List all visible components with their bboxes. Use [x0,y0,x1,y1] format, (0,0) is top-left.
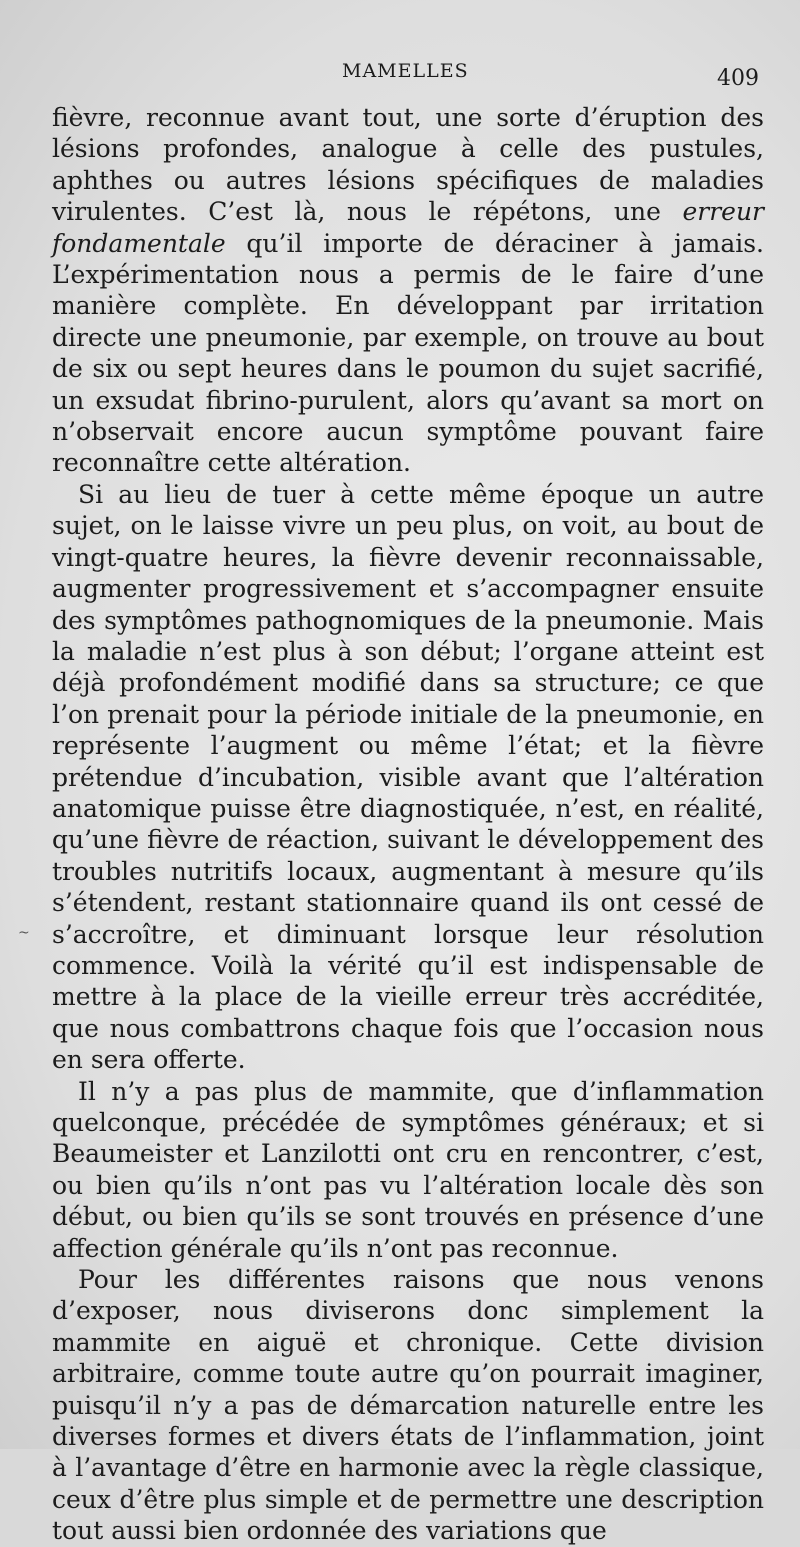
paragraph [52,102,764,479]
text-segment: fièvre, reconnue avant tout, une sorte d’éruption des lésions profondes, analogue à celle des pustules, aphthes ou autres lésions spécifiques de maladies virulentes. C’est là, nous le répétons, une [52,103,764,227]
text-segment: qu’il importe de déraciner à jamais. L’expérimentation nous a permis de le faire d’une manière complète. En développant par irritation directe une pneumonie, par exemple, on trouve au bout de six ou sept heures dans le poumon du sujet sacrifié, un exsudat fibrino-purulent, alors qu’avant sa mort on n’observait encore aucun symptôme pouvant faire reconnaître cette altération. [52,228,764,478]
paragraph [52,1264,764,1547]
page-header [0,58,800,98]
page-number: 409 [717,66,759,91]
text-segment: Pour les différentes raisons que nous venons d’exposer, nous diviserons donc simplement la mammite en aiguë et chronique. Cette division arbitraire, comme toute autre qu’on pourrait imaginer, puisqu’il n’y a pas de démarcation naturelle entre les diverses formes et divers états de l’inflammation, joint à l’avantage d’être en harmonie avec la règle classique, ceux d’être plus simple et de permettre une description tout aussi bien ordonnée des variations que [52,1265,764,1546]
text-segment: Il n’y a pas plus de mammite, que d’inflammation quelconque, précédée de symptômes généraux; et si Beaumeister et Lanzilotti ont cru en rencontrer, c’est, ou bien qu’ils n’ont pas vu l’altération locale dès son début, ou bien qu’ils se sont trouvés en présence d’une affection générale qu’ils n’ont pas reconnue. [52,1076,764,1263]
paragraph [52,479,764,1076]
italic-text: erreur fondamentale [52,197,764,258]
paragraph [52,1076,764,1264]
running-head: MAMELLES [342,60,469,82]
text-segment: Si au lieu de tuer à cette même époque un autre sujet, on le laisse vivre un peu plus, on voit, au bout de vingt-quatre heures, la fièvre devenir reconnaissable, augmenter progressivement et s’accompagner ensuite des symptômes pathognomiques de la pneumonie. Mais la maladie n’est plus à son début; l’organe atteint est déjà profondément modifié dans sa structure; ce que l’on prenait pour la période initiale de la pneumonie, en représente l’augment ou même l’état; et la fièvre prétendue d’incubation, visible avant que l’altération anatomique puisse être diagnostiquée, n’est, en réalité, qu’une fièvre de réaction, suivant le développement des troubles nutritifs locaux, augmentant à mesure qu’ils s’étendent, restant stationnaire quand ils ont cessé de s’accroître, et diminuant lorsque leur résolution commence. Voilà la vérité qu’il est indispensable de mettre à la place de la vieille erreur très accréditée, que nous combattrons chaque fois que l’occasion nous en sera offerte. [52,479,764,1075]
body-text [52,102,764,1547]
margin-mark: ~ [18,925,30,941]
